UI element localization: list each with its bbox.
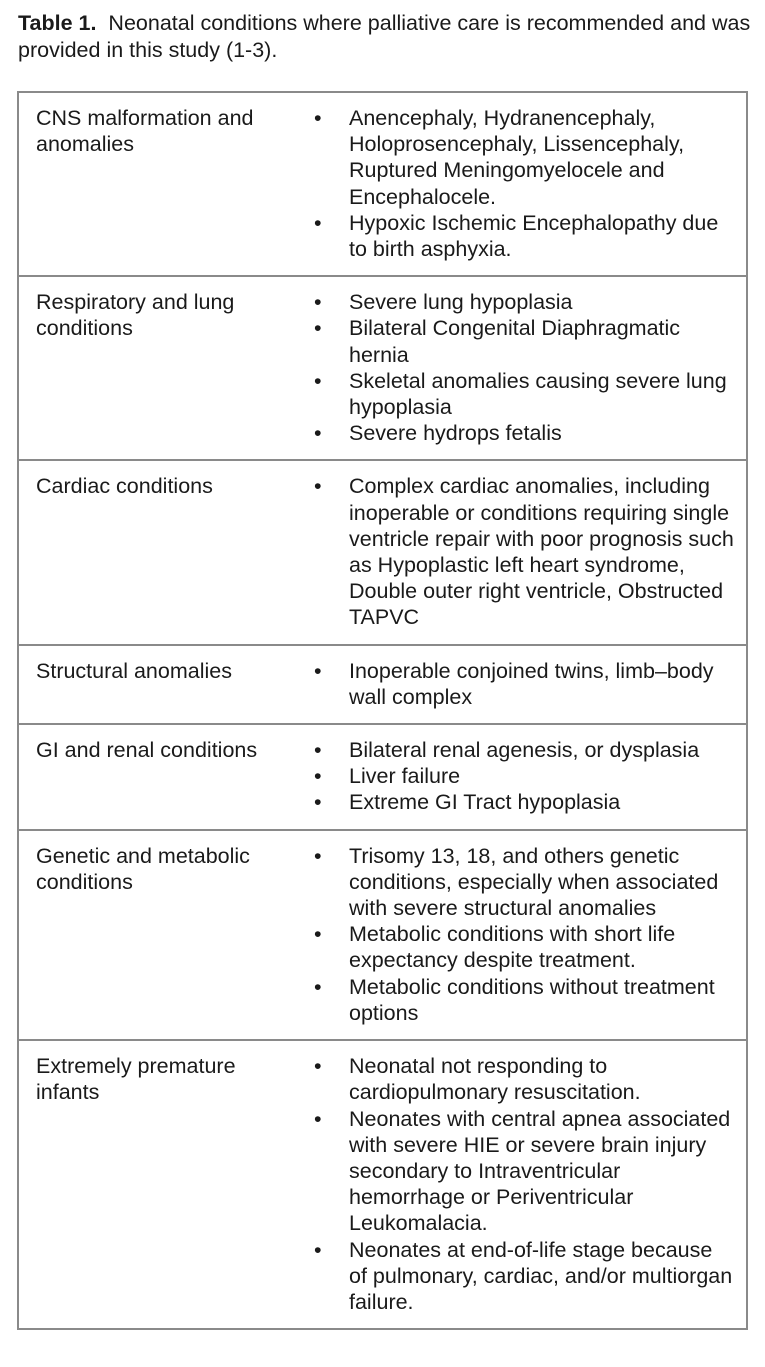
table-row (18, 460, 747, 644)
list-item: • Inoperable conjoined twins, limb–body wall complex (294, 658, 736, 710)
detail-cell (294, 276, 747, 460)
list-item: • Neonates with central apnea associated with severe HIE or severe brain injury secondary to Intraventricular hemorrhage or Periventricular Leukomalacia. (294, 1106, 736, 1237)
bullet-list (294, 737, 736, 816)
detail-cell (294, 92, 747, 276)
condition-cell: Structural anomalies (18, 645, 294, 724)
bullet-list (294, 289, 736, 446)
condition-cell: Extremely premature infants (18, 1040, 294, 1329)
list-item: • Neonatal not responding to cardiopulmonary resuscitation. (294, 1053, 736, 1105)
bullet-list (294, 105, 736, 262)
table-row (18, 645, 747, 724)
detail-cell (294, 724, 747, 830)
list-item: • Severe lung hypoplasia (294, 289, 736, 315)
table-caption-label: Table 1. (18, 11, 97, 35)
bullet-list (294, 658, 736, 710)
condition-cell: Cardiac conditions (18, 460, 294, 644)
bullet-list (294, 473, 736, 630)
table-caption-text: Neonatal conditions where palliative care is recommended and was provided in this study (1-3). (18, 11, 751, 62)
condition-cell: GI and renal conditions (18, 724, 294, 830)
list-item: • Skeletal anomalies causing severe lung hypoplasia (294, 368, 736, 420)
list-item: • Hypoxic Ischemic Encephalopathy due to birth asphyxia. (294, 210, 736, 262)
list-item: • Metabolic conditions with short life expectancy despite treatment. (294, 921, 736, 973)
list-item: • Trisomy 13, 18, and others genetic conditions, especially when associated with severe structural anomalies (294, 843, 736, 922)
list-item: • Metabolic conditions without treatment options (294, 974, 736, 1026)
list-item: • Anencephaly, Hydranencephaly, Holoprosencephaly, Lissencephaly, Ruptured Meningomyelocele and Encephalocele. (294, 105, 736, 210)
table-caption (18, 10, 753, 64)
table-row (18, 724, 747, 830)
table-row (18, 830, 747, 1040)
list-item: • Severe hydrops fetalis (294, 420, 736, 446)
conditions-table (17, 91, 748, 1330)
detail-cell (294, 460, 747, 644)
detail-cell (294, 1040, 747, 1329)
detail-cell (294, 645, 747, 724)
list-item: • Extreme GI Tract hypoplasia (294, 789, 736, 815)
condition-cell: Respiratory and lung conditions (18, 276, 294, 460)
detail-cell (294, 830, 747, 1040)
list-item: • Liver failure (294, 763, 736, 789)
condition-cell: CNS malformation and anomalies (18, 92, 294, 276)
list-item: • Bilateral Congenital Diaphragmatic hernia (294, 315, 736, 367)
condition-cell: Genetic and metabolic conditions (18, 830, 294, 1040)
table-row (18, 1040, 747, 1329)
bullet-list (294, 843, 736, 1026)
table-row (18, 92, 747, 276)
bullet-list (294, 1053, 736, 1315)
list-item: • Complex cardiac anomalies, including inoperable or conditions requiring single ventricle repair with poor prognosis such as Hypoplastic left heart syndrome, Double outer right ventricle, Obstructed TAPVC (294, 473, 736, 630)
list-item: • Bilateral renal agenesis, or dysplasia (294, 737, 736, 763)
table-row (18, 276, 747, 460)
list-item: • Neonates at end-of-life stage because of pulmonary, cardiac, and/or multiorgan failure. (294, 1237, 736, 1316)
